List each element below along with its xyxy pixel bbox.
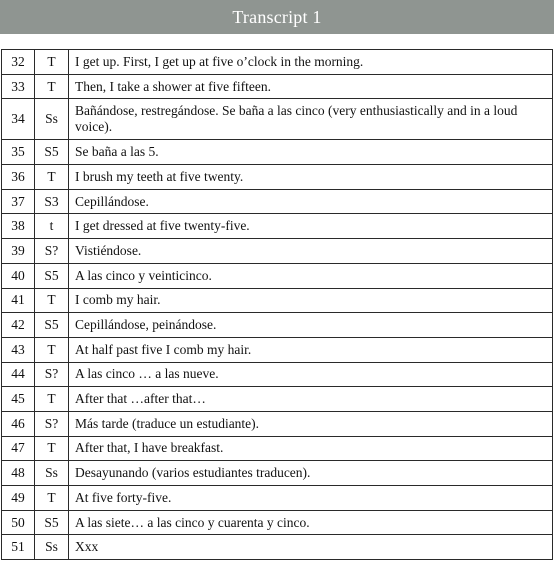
speaker: S? (35, 362, 69, 387)
line-number: 43 (2, 337, 35, 362)
line-number: 37 (2, 189, 35, 214)
speaker: S5 (35, 140, 69, 165)
table-row (2, 461, 553, 486)
line-number: 49 (2, 486, 35, 511)
speaker: T (35, 74, 69, 99)
speaker: t (35, 214, 69, 239)
utterance: Then, I take a shower at five fifteen. (69, 74, 553, 99)
line-number: 36 (2, 165, 35, 190)
line-number: 33 (2, 74, 35, 99)
table-row (2, 362, 553, 387)
utterance: Más tarde (traduce un estudiante). (69, 411, 553, 436)
table-row (2, 313, 553, 338)
line-number: 32 (2, 50, 35, 75)
utterance: I brush my teeth at five twenty. (69, 165, 553, 190)
table-row (2, 288, 553, 313)
table-row (2, 165, 553, 190)
utterance: Xxx (69, 535, 553, 560)
table-row (2, 486, 553, 511)
utterance: At five forty-five. (69, 486, 553, 511)
table-row (2, 214, 553, 239)
speaker: T (35, 50, 69, 75)
speaker: S? (35, 239, 69, 264)
transcript-rows (2, 50, 553, 560)
table-row (2, 436, 553, 461)
speaker: T (35, 387, 69, 412)
utterance: Bañándose, restregándose. Se baña a las cinco (very enthusiastically and in a loud voice). (69, 99, 553, 140)
utterance: Se baña a las 5. (69, 140, 553, 165)
speaker: S5 (35, 263, 69, 288)
utterance: A las cinco … a las nueve. (69, 362, 553, 387)
speaker: T (35, 337, 69, 362)
line-number: 51 (2, 535, 35, 560)
speaker: S5 (35, 510, 69, 535)
line-number: 38 (2, 214, 35, 239)
line-number: 44 (2, 362, 35, 387)
speaker: T (35, 436, 69, 461)
line-number: 45 (2, 387, 35, 412)
line-number: 34 (2, 99, 35, 140)
line-number: 42 (2, 313, 35, 338)
line-number: 40 (2, 263, 35, 288)
table-row (2, 387, 553, 412)
table-row (2, 411, 553, 436)
table-row (2, 189, 553, 214)
transcript-table (1, 49, 553, 560)
utterance: Cepillándose. (69, 189, 553, 214)
utterance: A las siete… a las cinco y cuarenta y cinco. (69, 510, 553, 535)
speaker: Ss (35, 461, 69, 486)
speaker: Ss (35, 535, 69, 560)
utterance: I get dressed at five twenty-five. (69, 214, 553, 239)
utterance: After that, I have breakfast. (69, 436, 553, 461)
utterance: Desayunando (varios estudiantes traducen). (69, 461, 553, 486)
line-number: 46 (2, 411, 35, 436)
line-number: 50 (2, 510, 35, 535)
utterance: I comb my hair. (69, 288, 553, 313)
table-row (2, 140, 553, 165)
line-number: 47 (2, 436, 35, 461)
utterance: A las cinco y veinticinco. (69, 263, 553, 288)
transcript-title: Transcript 1 (0, 0, 554, 34)
line-number: 39 (2, 239, 35, 264)
table-row (2, 74, 553, 99)
table-row (2, 510, 553, 535)
line-number: 35 (2, 140, 35, 165)
table-row (2, 50, 553, 75)
spacer (0, 34, 554, 49)
speaker: S? (35, 411, 69, 436)
speaker: T (35, 288, 69, 313)
line-number: 48 (2, 461, 35, 486)
table-row (2, 263, 553, 288)
utterance: At half past five I comb my hair. (69, 337, 553, 362)
utterance: After that …after that… (69, 387, 553, 412)
speaker: S5 (35, 313, 69, 338)
speaker: T (35, 486, 69, 511)
utterance: I get up. First, I get up at five o’clock in the morning. (69, 50, 553, 75)
utterance: Cepillándose, peinándose. (69, 313, 553, 338)
table-row (2, 239, 553, 264)
line-number: 41 (2, 288, 35, 313)
speaker: T (35, 165, 69, 190)
speaker: S3 (35, 189, 69, 214)
utterance: Vistiéndose. (69, 239, 553, 264)
table-row (2, 535, 553, 560)
table-row (2, 337, 553, 362)
speaker: Ss (35, 99, 69, 140)
table-row (2, 99, 553, 140)
